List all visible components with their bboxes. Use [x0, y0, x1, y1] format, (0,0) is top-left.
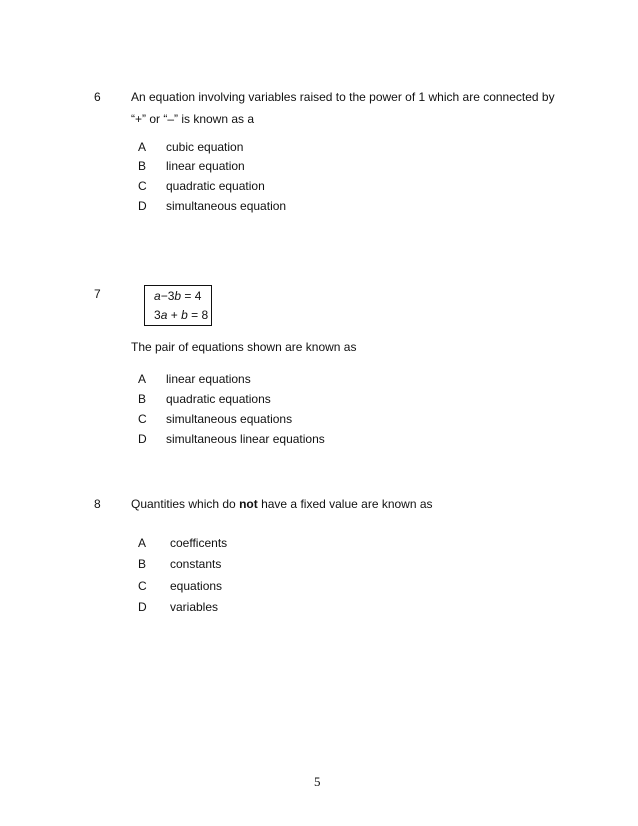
question-6-option-b-text: linear equation — [166, 159, 245, 173]
equation-2-a: a — [160, 308, 168, 322]
question-7-option-c-text: simultaneous equations — [166, 412, 293, 426]
question-6-option-d-text: simultaneous equation — [166, 199, 287, 213]
equation-2-plus: + — [170, 308, 178, 322]
question-6-option-b-letter: B — [138, 159, 147, 173]
question-8-stem-before: Quantities which do — [131, 497, 236, 511]
question-7-option-a-letter: A — [138, 372, 147, 386]
question-6-stem-line-2: “+” or “–” is known as a — [131, 112, 255, 126]
equation-2-b: b — [181, 308, 188, 322]
question-6-option-d-letter: D — [138, 199, 147, 213]
equation-1-coef: 3 — [167, 289, 175, 303]
equation-1-rhs: 4 — [194, 289, 202, 303]
question-8-option-c-text: equations — [170, 579, 223, 593]
question-8-stem-bold: not — [239, 497, 258, 511]
question-7-option-b-letter: B — [138, 392, 147, 406]
equation-2-coef: 3 — [154, 308, 161, 322]
equation-2 — [154, 308, 208, 322]
question-6-number: 6 — [94, 90, 101, 104]
equation-2-equals: = — [191, 308, 199, 322]
question-7-option-d-text: simultaneous linear equations — [166, 432, 325, 446]
question-8-option-c-letter: C — [138, 579, 147, 593]
question-6-option-c-letter: C — [138, 179, 147, 193]
equation-1-a: a — [154, 289, 161, 303]
page-number: 5 — [314, 774, 321, 789]
question-8-option-a-text: coefficents — [170, 536, 228, 550]
question-7-option-b-text: quadratic equations — [166, 392, 271, 406]
question-7-number: 7 — [94, 287, 101, 301]
question-7-option-c-letter: C — [138, 412, 147, 426]
question-8-stem-after: have a fixed value are known as — [261, 497, 433, 511]
question-8-option-d-letter: D — [138, 600, 147, 614]
equation-1-equals: = — [184, 289, 192, 303]
question-6-option-c-text: quadratic equation — [166, 179, 265, 193]
question-8-option-a-letter: A — [138, 536, 147, 550]
question-6-option-a-letter: A — [138, 140, 147, 154]
question-7-stem: The pair of equations shown are known as — [131, 340, 357, 354]
equation-2-rhs: 8 — [201, 308, 209, 322]
equation-1-b: b — [174, 289, 182, 303]
question-8-option-b-text: constants — [170, 557, 222, 571]
equation-1-minus: − — [160, 289, 168, 303]
question-6-stem-line-1: An equation involving variables raised to the power of 1 which are connected by — [131, 90, 555, 104]
question-8-stem — [131, 497, 433, 511]
question-6-option-a-text: cubic equation — [166, 140, 244, 154]
question-8-option-b-letter: B — [138, 557, 147, 571]
equations-box — [144, 285, 212, 326]
equation-1 — [154, 289, 201, 303]
question-8-number: 8 — [94, 497, 101, 511]
question-8-option-d-text: variables — [170, 600, 219, 614]
question-7-option-a-text: linear equations — [166, 372, 251, 386]
question-7-option-d-letter: D — [138, 432, 147, 446]
